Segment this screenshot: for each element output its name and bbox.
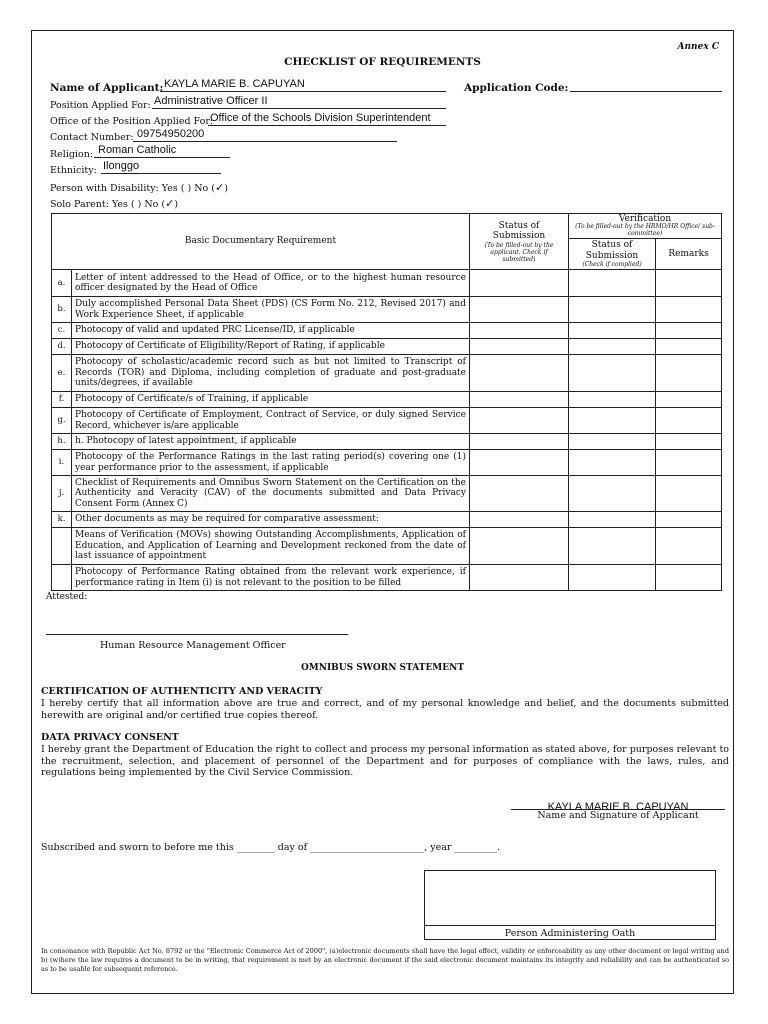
- sworn-line: Subscribed and sworn to before me this ________ day of ________________________, year _________.: [41, 842, 501, 853]
- row-requirement: Means of Verification (MOVs) showing Outstanding Accomplishments, Application of Education, and Application of Learning and Development reckoned from the date of last issuance of appointment: [72, 528, 470, 565]
- row-remarks-cell[interactable]: [656, 339, 722, 355]
- table-row: [52, 392, 722, 408]
- ethnicity-label: Ethnicity:: [50, 165, 97, 176]
- table-row: [52, 355, 722, 392]
- applicant-signature-line[interactable]: [511, 795, 725, 813]
- row-remarks-cell[interactable]: [656, 434, 722, 450]
- omnibus-title: OMNIBUS SWORN STATEMENT: [300, 663, 465, 673]
- row-status-cell[interactable]: [470, 450, 569, 476]
- row-status-cell[interactable]: [470, 355, 569, 392]
- requirement-header: Basic Documentary Requirement: [52, 214, 470, 270]
- religion-value: Roman Catholic: [98, 144, 177, 156]
- solo-label: Solo Parent: Yes ( ) No (: [50, 199, 166, 210]
- ethnicity-field[interactable]: [101, 162, 221, 174]
- row-status-cell[interactable]: [470, 434, 569, 450]
- row-letter: h.: [52, 434, 72, 450]
- position-field[interactable]: [152, 97, 446, 109]
- annex-label: Annex C: [677, 42, 719, 52]
- checklist-page: [31, 30, 734, 994]
- office-value: Office of the Schools Division Superintendent: [210, 112, 431, 124]
- row-status-cell[interactable]: [470, 408, 569, 434]
- row-remarks-cell[interactable]: [656, 528, 722, 565]
- attested-label: Attested:: [46, 592, 88, 602]
- verification-header: [569, 214, 722, 239]
- requirements-body: [52, 270, 722, 591]
- row-letter: b.: [52, 297, 72, 323]
- row-letter: [52, 565, 72, 591]
- status-header-note: (To be filled-out by the applicant. Check if submitted): [484, 241, 554, 263]
- status-header: [470, 214, 569, 270]
- signature-label: Name and Signature of Applicant: [537, 810, 699, 821]
- row-status-cell[interactable]: [470, 528, 569, 565]
- solo-close: ): [174, 199, 179, 210]
- ver-status-title: Status of Submission: [585, 240, 639, 261]
- solo-row: [50, 197, 178, 210]
- table-row: [52, 270, 722, 297]
- verification-note: (To be filled-out by the HRMO/HR Office/ sub-committee): [575, 223, 715, 237]
- footnote: In consonance with Republic Act No. 8792 or the "Electronic Commerce Act of 2000", (a)electronic documents shall have the legal effect, validity or enforceability as any other document or legal writing and b) (w)here the law requires a document to be in writing, that requirement is met by an electronic document if the said electronic document maintains its integrity and reliability and can be authenticated so as to be usable for subsequent reference.: [41, 947, 729, 973]
- row-remarks-cell[interactable]: [656, 270, 722, 297]
- row-verification-cell[interactable]: [569, 512, 656, 528]
- row-letter: j.: [52, 476, 72, 512]
- signature-name: KAYLA MARIE B. CAPUYAN: [547, 801, 689, 813]
- row-verification-cell[interactable]: [569, 392, 656, 408]
- contact-label: Contact Number:: [50, 132, 134, 143]
- row-requirement: Photocopy of Certificate/s of Training, if applicable: [72, 392, 470, 408]
- row-status-cell[interactable]: [470, 476, 569, 512]
- table-row: [52, 476, 722, 512]
- row-verification-cell[interactable]: [569, 528, 656, 565]
- row-verification-cell[interactable]: [569, 323, 656, 339]
- name-field[interactable]: [160, 80, 446, 92]
- pwd-no-check-icon[interactable]: ✓: [214, 181, 225, 194]
- row-requirement: Photocopy of Performance Rating obtained from the relevant work experience, if performance rating in Item (i) is not relevant to the position to be filled: [72, 565, 470, 591]
- table-row: [52, 297, 722, 323]
- office-label: Office of the Position Applied For:: [50, 116, 214, 127]
- table-row: [52, 323, 722, 339]
- row-remarks-cell[interactable]: [656, 392, 722, 408]
- row-verification-cell[interactable]: [569, 434, 656, 450]
- table-row: [52, 450, 722, 476]
- row-requirement: Duly accomplished Personal Data Sheet (PDS) (CS Form No. 212, Revised 2017) and Work Experience Sheet, if applicable: [72, 297, 470, 323]
- row-remarks-cell[interactable]: [656, 408, 722, 434]
- row-verification-cell[interactable]: [569, 297, 656, 323]
- row-verification-cell[interactable]: [569, 565, 656, 591]
- table-row: [52, 408, 722, 434]
- remarks-header: Remarks: [656, 239, 722, 270]
- row-requirement: h. Photocopy of latest appointment, if applicable: [72, 434, 470, 450]
- row-letter: a.: [52, 270, 72, 297]
- cav-text: I hereby certify that all information above are true and correct, and of my personal knowledge and belief, and the documents submitted herewith are original and/or certified true copies thereof.: [41, 698, 729, 721]
- verification-title: Verification: [618, 214, 672, 224]
- row-letter: f.: [52, 392, 72, 408]
- oath-label: Person Administering Oath: [504, 928, 636, 939]
- row-status-cell[interactable]: [470, 339, 569, 355]
- contact-field[interactable]: [133, 130, 397, 142]
- ethnicity-value: Ilonggo: [103, 160, 140, 172]
- contact-value: 09754950200: [137, 128, 205, 140]
- page-title: CHECKLIST OF REQUIREMENTS: [284, 56, 481, 68]
- solo-no-check-icon[interactable]: ✓: [165, 197, 175, 210]
- position-label: Position Applied For:: [50, 100, 151, 111]
- pwd-row: [50, 181, 228, 194]
- religion-label: Religion:: [50, 149, 94, 160]
- row-status-cell[interactable]: [470, 270, 569, 297]
- privacy-text: I hereby grant the Department of Education the right to collect and process my personal information as stated above, for purposes relevant to the recruitment, selection, and placement of personnel of the Department and for purposes of compliance with the laws, rules, and regulations being implemented by the Civil Service Commission.: [41, 744, 729, 778]
- religion-field[interactable]: [94, 146, 230, 158]
- row-letter: [52, 528, 72, 565]
- row-status-cell[interactable]: [470, 297, 569, 323]
- row-remarks-cell[interactable]: [656, 355, 722, 392]
- row-requirement: Other documents as may be required for comparative assessment:: [72, 512, 470, 528]
- requirements-table: [51, 213, 722, 591]
- row-letter: i.: [52, 450, 72, 476]
- row-verification-cell[interactable]: [569, 476, 656, 512]
- row-verification-cell[interactable]: [569, 355, 656, 392]
- row-verification-cell[interactable]: [569, 270, 656, 297]
- row-letter: k.: [52, 512, 72, 528]
- row-requirement: Photocopy of valid and updated PRC License/ID, if applicable: [72, 323, 470, 339]
- pwd-close: ): [224, 183, 228, 194]
- row-remarks-cell[interactable]: [656, 565, 722, 591]
- row-requirement: Letter of intent addressed to the Head of Office, or to the highest human resource officer designated by the Head of Office: [72, 270, 470, 297]
- ver-status-note: (Check if complied): [582, 261, 642, 268]
- table-row: [52, 339, 722, 355]
- ver-status-header: [569, 239, 656, 270]
- row-letter: e.: [52, 355, 72, 392]
- row-verification-cell[interactable]: [569, 408, 656, 434]
- application-code-field[interactable]: [570, 80, 722, 92]
- cav-title: CERTIFICATION OF AUTHENTICITY AND VERACITY: [41, 686, 323, 697]
- row-remarks-cell[interactable]: [656, 297, 722, 323]
- row-verification-cell[interactable]: [569, 339, 656, 355]
- office-field[interactable]: [208, 114, 446, 126]
- row-requirement: Checklist of Requirements and Omnibus Sworn Statement on the Certification on the Authenticity and Veracity (CAV) of the documents submitted and Data Privacy Consent Form (Annex C): [72, 476, 470, 512]
- table-row: [52, 434, 722, 450]
- table-row: [52, 528, 722, 565]
- hrmo-label: Human Resource Management Officer: [100, 640, 286, 651]
- oath-box[interactable]: [424, 870, 716, 940]
- row-status-cell[interactable]: [470, 392, 569, 408]
- row-status-cell[interactable]: [470, 323, 569, 339]
- table-row: [52, 565, 722, 591]
- privacy-title: DATA PRIVACY CONSENT: [41, 732, 179, 743]
- row-remarks-cell[interactable]: [656, 323, 722, 339]
- name-value: KAYLA MARIE B. CAPUYAN: [164, 78, 305, 90]
- row-remarks-cell[interactable]: [656, 512, 722, 528]
- row-requirement: Photocopy of Certificate of Employment, Contract of Service, or duly signed Service Record, whichever is/are applicable: [72, 408, 470, 434]
- row-status-cell[interactable]: [470, 512, 569, 528]
- row-letter: d.: [52, 339, 72, 355]
- row-requirement: Photocopy of scholastic/academic record such as but not limited to Transcript of Records (TOR) and Diploma, including completion of graduate and post-graduate units/degrees, if available: [72, 355, 470, 392]
- hrmo-signature-line[interactable]: [46, 634, 348, 635]
- row-requirement: Photocopy of the Performance Ratings in the last rating period(s) covering one (1) year performance prior to the assessment, if applicable: [72, 450, 470, 476]
- name-label: Name of Applicant:: [50, 82, 164, 94]
- row-letter: c.: [52, 323, 72, 339]
- row-remarks-cell[interactable]: [656, 476, 722, 512]
- table-row: [52, 512, 722, 528]
- row-letter: g.: [52, 408, 72, 434]
- row-verification-cell[interactable]: [569, 450, 656, 476]
- row-remarks-cell[interactable]: [656, 450, 722, 476]
- pwd-label: Person with Disability: Yes ( ) No (: [50, 183, 215, 194]
- status-header-title: Status of Submission: [492, 220, 546, 241]
- row-requirement: Photocopy of Certificate of Eligibility/Report of Rating, if applicable: [72, 339, 470, 355]
- position-value: Administrative Officer II: [154, 95, 268, 107]
- application-code-label: Application Code:: [464, 82, 569, 94]
- oath-divider: [425, 925, 715, 926]
- row-status-cell[interactable]: [470, 565, 569, 591]
